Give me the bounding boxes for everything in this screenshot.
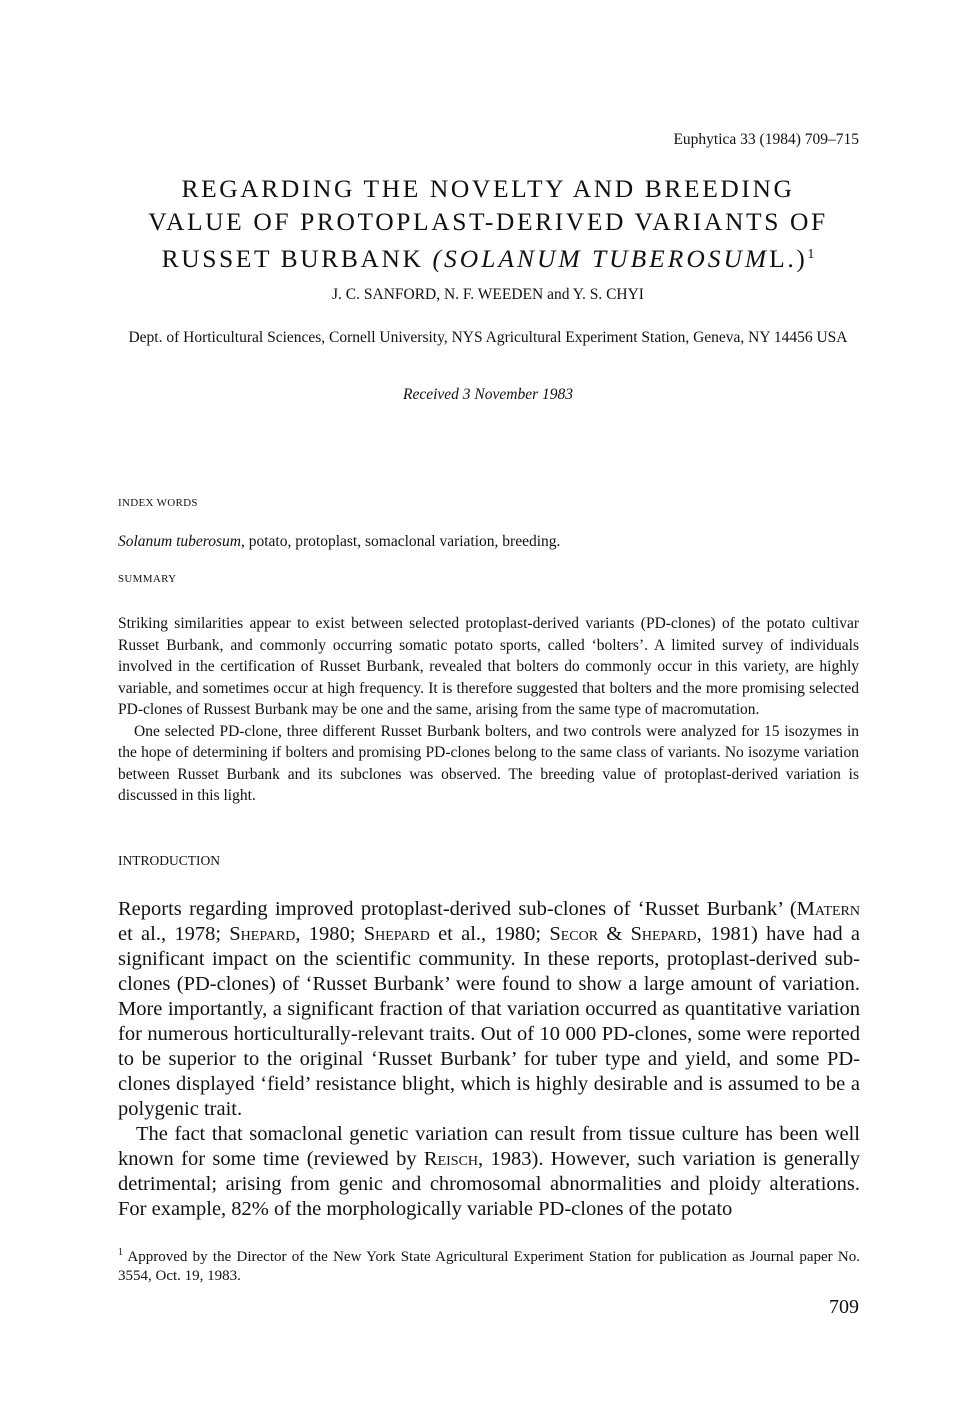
received-date: Received 3 November 1983 [402,386,573,403]
footnote-marker: 1 [118,1247,123,1258]
citation-author: Secor [549,923,599,945]
summary-heading: SUMMARY [118,573,177,585]
citation-author: Shepard [363,923,430,945]
author-list: J. C. SANFORD, N. F. WEEDEN and Y. S. CHYI [332,286,644,303]
page-number: 709 [829,1296,859,1318]
index-words-heading: INDEX WORDS [118,497,198,509]
citation-author: Shepard [229,923,296,945]
title-line-1: REGARDING THE NOVELTY AND BREEDING [181,174,795,203]
citation-author: Matern [796,898,860,920]
citation-author: Shepard [630,923,697,945]
footnote [118,1243,860,1286]
intro-text: Reports regarding improved protoplast-derived sub-clones of ‘Russet Burbank’ ( [118,898,797,920]
index-words-species: Solanum tuberosum, [118,533,245,550]
intro-text: & [598,923,631,945]
introduction-paragraph-2 [118,1122,860,1222]
introduction-paragraph-1 [118,897,860,1122]
title-line-2: VALUE OF PROTOPLAST-DERIVED VARIANTS OF [148,207,828,236]
summary-section [118,613,859,807]
citation-author: Reisch [423,1148,479,1170]
index-words [118,533,858,551]
journal-citation: Euphytica 33 (1984) 709–715 [673,131,859,148]
intro-text: , 1980; [295,923,364,945]
title-line-3-prefix: RUSSET BURBANK [161,244,424,273]
title-footnote-marker: 1 [807,247,815,262]
summary-paragraph-1: Striking similarities appear to exist between selected protoplast-derived variants (PD-clones) of the potato cultivar Russet Burbank, and commonly occurring somatic potato sports, called ‘bolters’. A limited survey of individuals involved in the certification of Russet Burbank, revealed that bolters do commonly occur in this variety, are highly variable, and sometimes occur at high frequency. It is therefore suggested that bolters and the more promising selected PD-clones of Russest Burbank may be one and the same, arising from the same type of macromutation. [118,615,859,718]
title-species-name: (SOLANUM TUBEROSUM [432,244,770,273]
footnote-text: Approved by the Director of the New York State Agricultural Experiment Station for publication as Journal paper No. 3554, Oct. 19, 1983. [118,1249,860,1284]
intro-text: et al., 1978; [118,923,230,945]
introduction-heading: INTRODUCTION [118,853,220,868]
introduction-section [118,897,860,1222]
intro-text: , 1981) have had a significant impact on the scientific community. In these reports, protoplast-derived sub-clones (PD-clones) of ‘Russet Burbank’ were found to show a large amount of variation. More importantly, a significant fraction of that variation occurred as quantitative variation for numerous horticulturally-relevant traits. Out of 10 000 PD-clones, some were reported to be superior to the original ‘Russet Burbank’ for tuber type and yield, and some PD-clones displayed ‘field’ resistance blight, which is highly desirable and is assumed to be a polygenic trait. [118,923,860,1120]
title-line-3-suffix: L.) [769,244,808,273]
article-title [0,172,976,275]
author-affiliation: Dept. of Horticultural Sciences, Cornell University, NYS Agricultural Experiment Station, Geneva, NY 14456 USA [128,329,848,346]
title-line-3 [0,238,976,275]
intro-text: , 1983). However, such variation is generally detrimental; arising from genic and chromosomal abnormalities and ploidy alterations. For example, 82% of the morphologically variable PD-clones of the potato [118,1148,860,1220]
intro-text: The fact that somaclonal genetic variation can result from tissue culture has been well known for some time (reviewed by [118,1123,860,1170]
intro-text: et al., 1980; [429,923,550,945]
index-words-list: potato, protoplast, somaclonal variation, breeding. [244,533,561,550]
summary-paragraph-2: One selected PD-clone, three different Russet Burbank bolters, and two controls were analyzed for 15 isozymes in the hope of determining if bolters and promising PD-clones belong to the same class of variants. No isozyme variation between Russet Burbank and its subclones was observed. The breeding value of protoplast-derived variation is discussed in this light. [118,722,859,804]
